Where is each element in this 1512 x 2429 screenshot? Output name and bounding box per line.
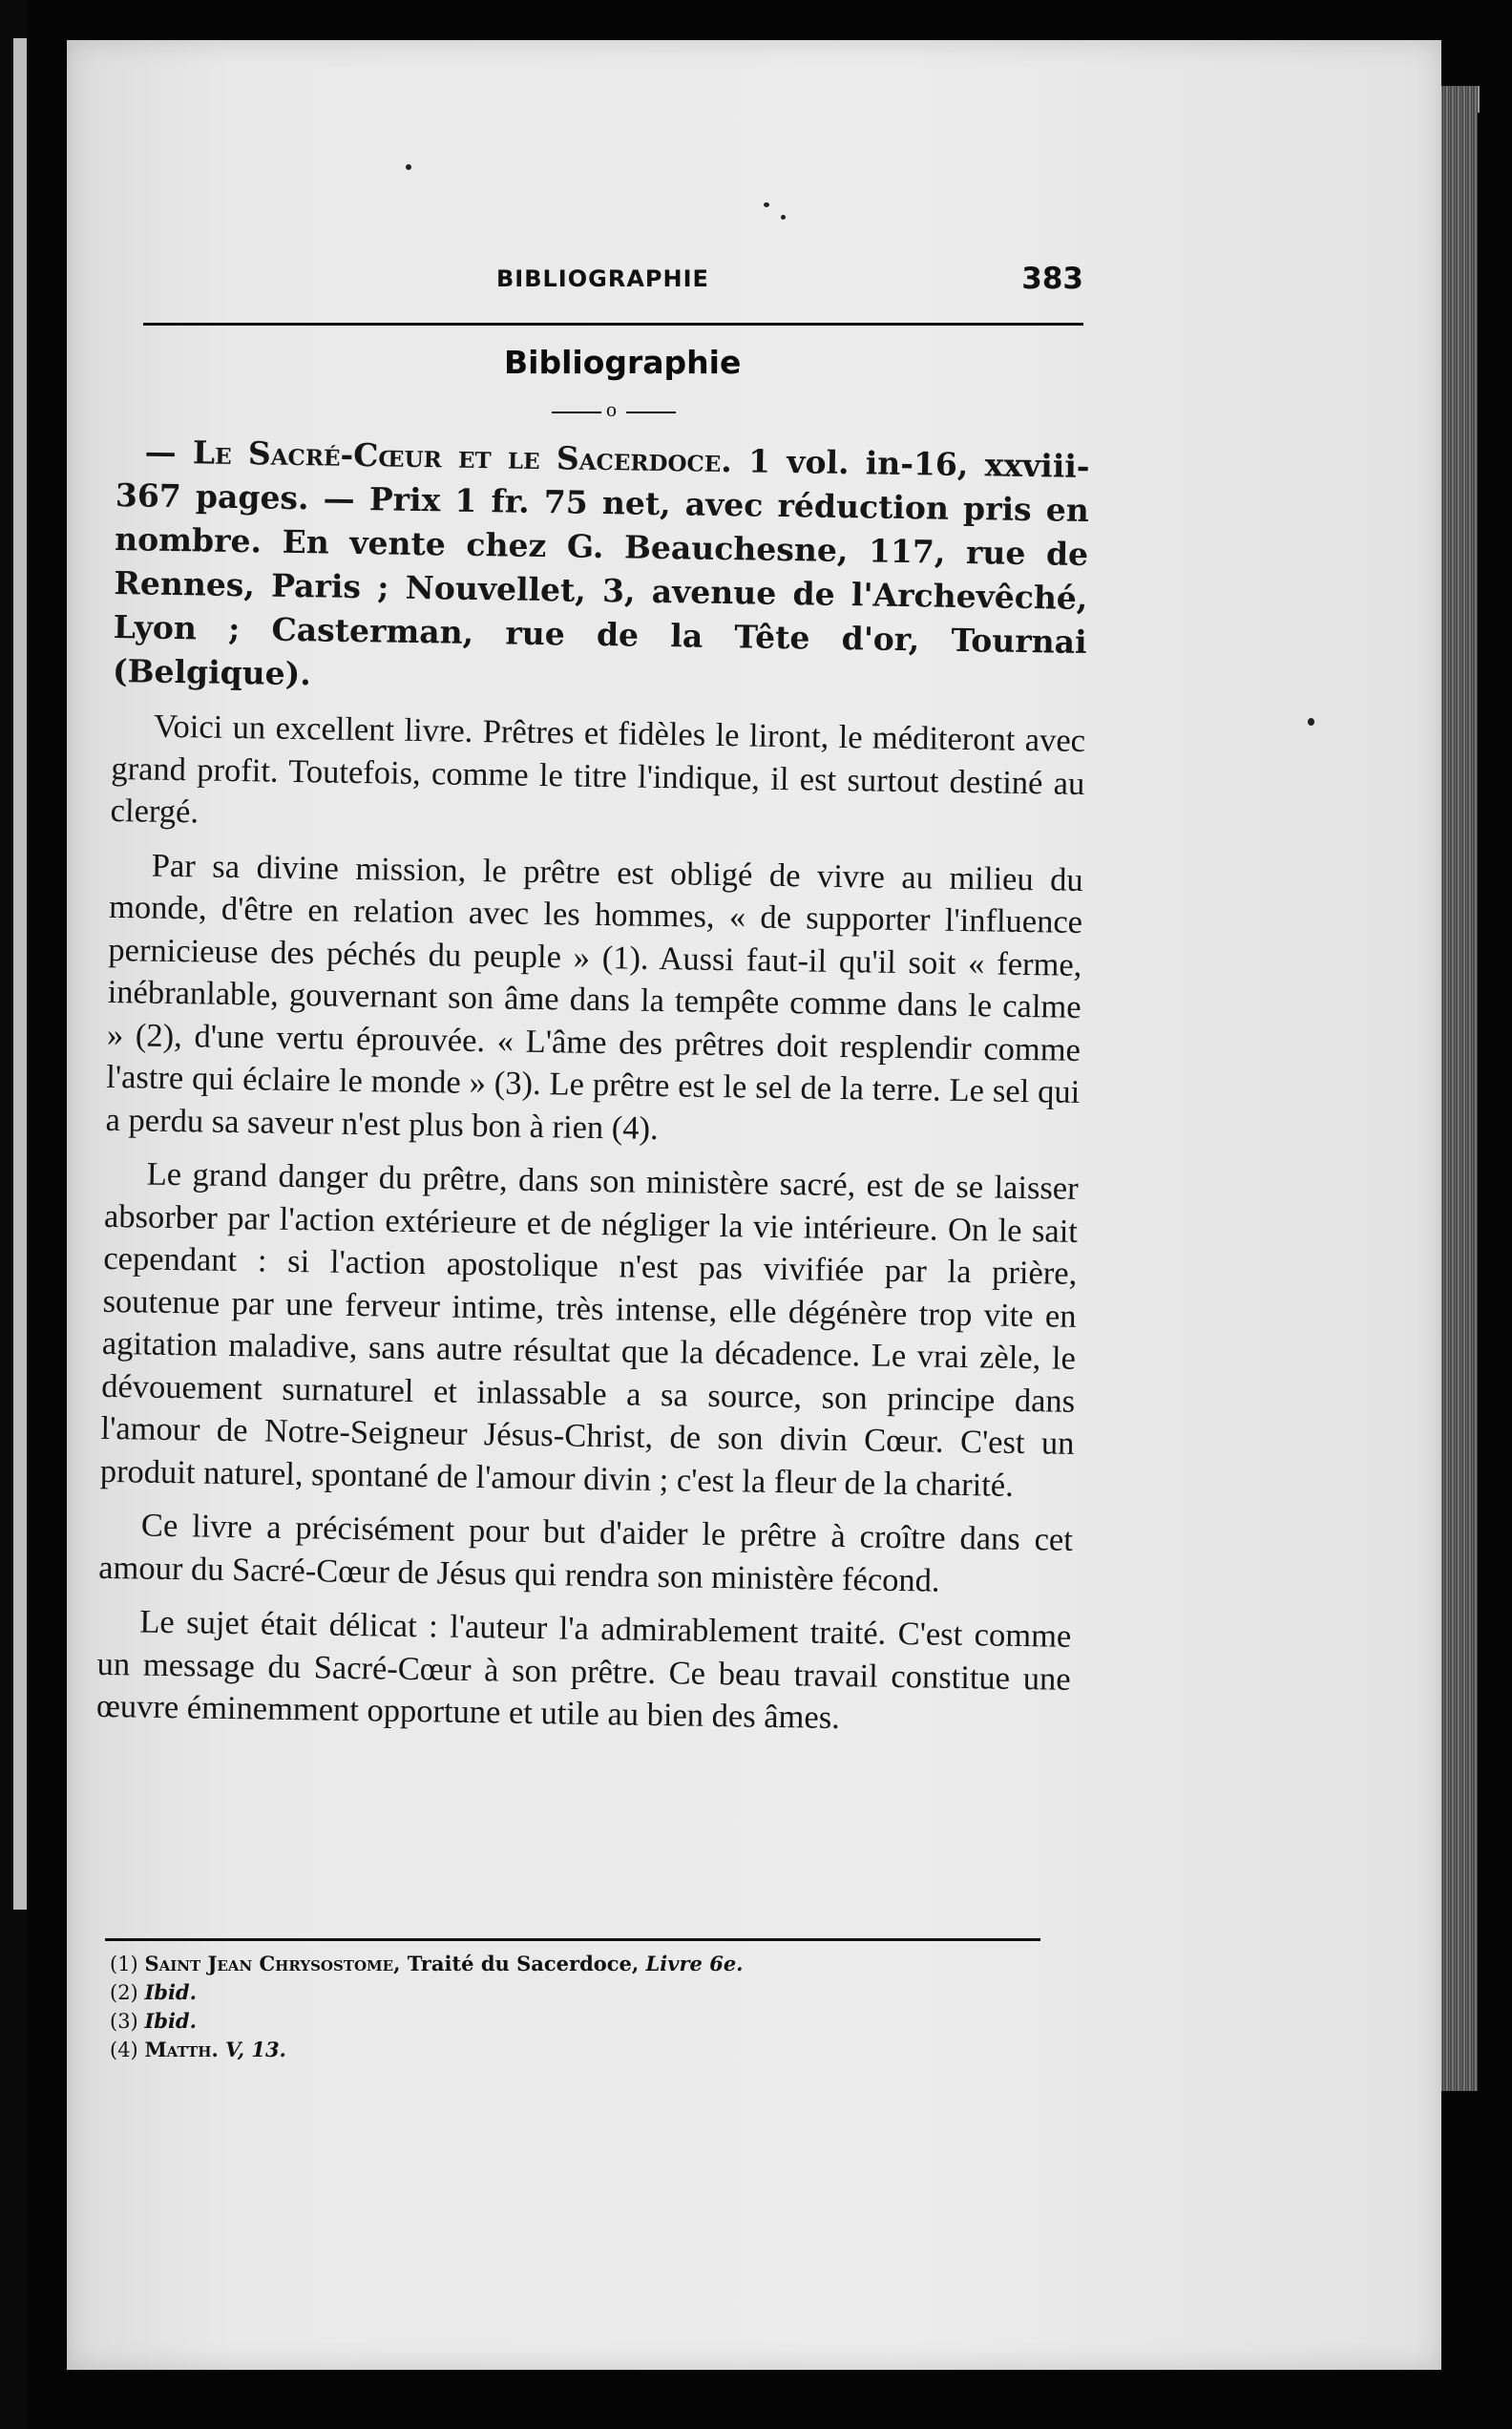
- title-ornament: [552, 397, 676, 421]
- book-title: Le Sacré-Cœur et le Sacerdoce.: [192, 433, 733, 480]
- footnotes: [110, 1950, 1045, 2064]
- footnote-ref: Ibid.: [144, 2009, 197, 2033]
- ornament-circle: o: [606, 397, 617, 421]
- dust-speck: [1308, 718, 1314, 726]
- footnote-rule: [105, 1938, 1040, 1941]
- dust-speck: [764, 202, 769, 207]
- ornament-rule-left: [552, 412, 601, 413]
- footnote-ref: V, 13.: [225, 2038, 286, 2061]
- footnote-author: Saint Jean Chrysostome,: [144, 1952, 401, 1975]
- footnote-ref: Ibid.: [144, 1980, 197, 2004]
- dust-speck: [781, 215, 786, 220]
- footnote-author: Matth.: [144, 2038, 219, 2061]
- book-details: 1 vol. in-16, xxviii-367 pages. — Prix 1 fr. 75 net, avec réduction pris en nombre. En vente chez G. Beauchesne, 117, rue de Rennes, Paris ; Nouvellet, 3, avenue de l'Archevêché, Lyon ; Casterman, rue de la Tête d'or, Tournai (Belgique).: [112, 442, 1090, 693]
- book-entry: [113, 430, 1090, 708]
- footnote: [110, 1978, 1045, 2007]
- paragraph: Ce livre a précisément pour but d'aider le prêtre à croître dans cet amour du Sacré-Cœur de Jésus qui rendra son ministère fécond.: [97, 1507, 1074, 1599]
- footnote: [110, 2036, 1045, 2064]
- footnote-ref: Livre 6e.: [645, 1952, 744, 1975]
- body-text: [96, 430, 1090, 1743]
- footnote-number: (1): [110, 1953, 138, 1975]
- section-title: Bibliographie: [504, 344, 742, 381]
- footnote-text: Traité du Sacerdoce,: [400, 1952, 646, 1975]
- running-head: [143, 256, 1083, 326]
- paragraph: Le sujet était délicat : l'auteur l'a admirablement traité. C'est comme un message du Sacré-Cœur à son prêtre. Ce beau travail constitue une œuvre éminemment opportune et utile au bien des âmes.: [95, 1603, 1072, 1737]
- paragraph: Voici un excellent livre. Prêtres et fidèles le liront, le méditeront avec grand profit. Toutefois, comme le titre l'indique, il est surtout destiné au clergé.: [110, 708, 1086, 831]
- footnote-text: [219, 2038, 225, 2061]
- page-number: 383: [1021, 262, 1083, 296]
- footnote-number: (2): [110, 1981, 138, 2004]
- footnote: [110, 1950, 1045, 1978]
- paragraph: Par sa divine mission, le prêtre est obligé de vivre au milieu du monde, d'être en relation avec les hommes, « de supporter l'influence pernicieuse des péchés du peuple » (1). Aussi faut-il qu'il soit « ferme, inébranlable, gouvernant son âme dans la tempête comme dans le calme » (2), d'une vertu éprouvée. « L'âme des prêtres doit resplendir comme l'astre qui éclaire le monde » (3). Le prêtre est le sel de la terre. Le sel qui a perdu sa saveur n'est plus bon à rien (4).: [105, 847, 1084, 1147]
- dust-speck: [406, 164, 411, 170]
- entry-dash: —: [144, 433, 177, 471]
- footnote: [110, 2007, 1045, 2036]
- previous-page-edge: [13, 38, 27, 1910]
- footnote-number: (4): [110, 2038, 138, 2061]
- footnote-number: (3): [110, 2010, 138, 2033]
- paragraph: Le grand danger du prêtre, dans son ministère sacré, est de se laisser absorber par l'action extérieure et de négliger la vie intérieure. On le sait cependant : si l'action apostolique n'est pas vivifiée par la prière, soutenue par une ferveur intime, très intense, elle dégénère trop vite en agitation maladive, sans autre résultat que la décadence. Le vrai zèle, le dévouement surnaturel et inlassable a sa source, son principe dans l'amour de Notre-Seigneur Jésus-Christ, de son divin Cœur. C'est un produit naturel, spontané de l'amour divin ; c'est la fleur de la charité.: [99, 1155, 1079, 1504]
- running-head-title: BIBLIOGRAPHIE: [496, 265, 709, 292]
- ornament-rule-right: [626, 412, 676, 413]
